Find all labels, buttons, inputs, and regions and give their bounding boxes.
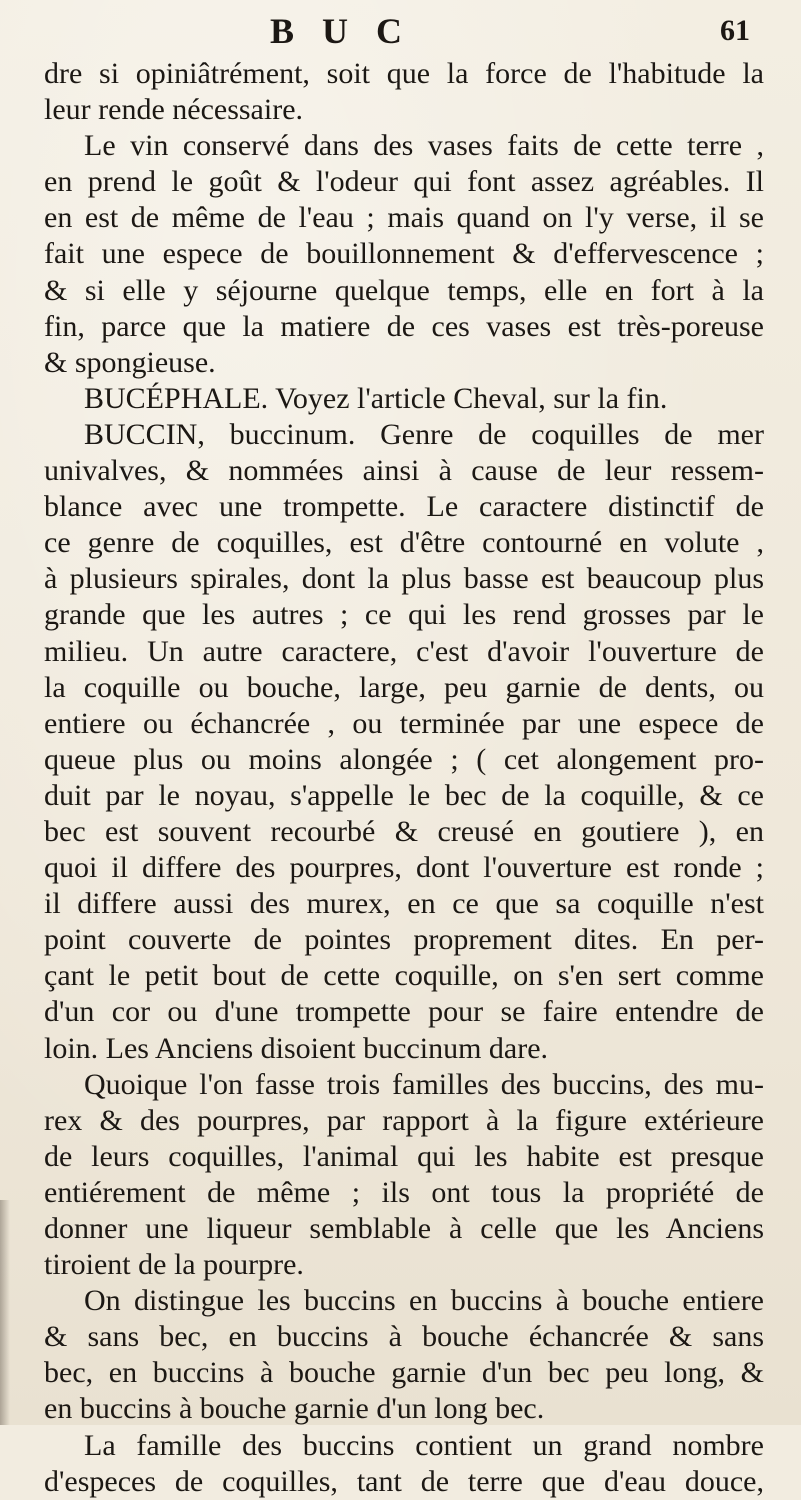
text-line: çant le petit bout de cette coquille, on s'en sert comme <box>44 959 764 993</box>
text-line: Quoique l'on fasse trois familles des buccins, des mu- <box>84 1067 764 1101</box>
text-line: & spongieuse. <box>44 345 216 379</box>
text-line: bec est souvent recourbé & creusé en goutiere ), en <box>44 814 764 848</box>
text-block <box>44 56 764 1500</box>
text-line: quoi il differe des pourpres, dont l'ouverture est ronde ; <box>44 851 764 885</box>
text-line: & sans bec, en buccins à bouche échancrée & sans <box>44 1320 764 1354</box>
text-line: d'especes de coquilles, tant de terre que d'eau douce, <box>44 1464 764 1498</box>
text-line: bec, en buccins à bouche garnie d'un bec peu long, & <box>44 1356 764 1390</box>
running-head <box>0 8 801 58</box>
text-line: On distingue les buccins en buccins à bouche entiere <box>84 1284 764 1318</box>
text-line: tiroient de la pourpre. <box>44 1248 304 1282</box>
text-line: point couverte de pointes proprement dites. En per- <box>44 923 764 957</box>
text-line: en est de même de l'eau ; mais quand on l'y verse, il se <box>44 201 764 235</box>
text-line: de leurs coquilles, l'animal qui les habite est presque <box>44 1139 764 1173</box>
text-line: loin. Les Anciens disoient buccinum dare. <box>44 1031 549 1065</box>
text-line: ce genre de coquilles, est d'être contourné en volute , <box>44 526 764 560</box>
text-line: univalves, & nommées ainsi à cause de leur ressem- <box>44 454 764 488</box>
entry-heading-line: BUCÉPHALE. Voyez l'article Cheval, sur la fin. <box>84 381 668 415</box>
text-line: donner une liqueur semblable à celle que les Anciens <box>44 1212 764 1245</box>
running-head-title: BUC <box>270 11 431 51</box>
text-line: fait une espece de bouillonnement & d'effervescence ; <box>44 237 764 271</box>
text-line: duit par le noyau, s'appelle le bec de la coquille, & ce <box>44 778 764 812</box>
text-line: leur rende nécessaire. <box>44 93 304 127</box>
page-edge-shadow <box>0 1200 10 1425</box>
text-line: & si elle y séjourne quelque temps, elle en fort à la <box>44 273 764 307</box>
text-line: milieu. Un autre caractere, c'est d'avoir l'ouverture de <box>44 634 764 668</box>
text-line: blance avec une trompette. Le caractere distinctif de <box>44 490 764 524</box>
text-line: Le vin conservé dans des vases faits de cette terre , <box>84 129 764 163</box>
text-line: en buccins à bouche garnie d'un long bec. <box>44 1392 545 1426</box>
text-line: d'un cor ou d'une trompette pour se faire entendre de <box>44 995 764 1029</box>
text-line: entiere ou échancrée , ou terminée par une espece de <box>44 706 764 740</box>
text-line: il differe aussi des murex, en ce que sa coquille n'est <box>44 887 764 921</box>
text-line: dre si opiniâtrément, soit que la force de l'habitude la <box>44 57 764 90</box>
text-line: rex & des pourpres, par rapport à la figure extérieure <box>44 1103 764 1137</box>
text-line: queue plus ou moins alongée ; ( cet alongement pro- <box>44 742 764 776</box>
text-line: fin, parce que la matiere de ces vases est très-poreuse <box>44 309 764 343</box>
text-line: en prend le goût & l'odeur qui font assez agréables. Il <box>44 165 764 199</box>
page-number: 61 <box>720 14 750 47</box>
text-line: La famille des buccins contient un grand nombre <box>84 1428 764 1462</box>
text-line: à plusieurs spirales, dont la plus basse est beaucoup plus <box>44 562 764 596</box>
text-line: entiérement de même ; ils ont tous la propriété de <box>44 1175 764 1209</box>
text-line: grande que les autres ; ce qui les rend grosses par le <box>44 598 764 632</box>
text-line: la coquille ou bouche, large, peu garnie de dents, ou <box>44 670 764 704</box>
entry-heading-line: BUCCIN, buccinum. Genre de coquilles de mer <box>84 417 764 451</box>
